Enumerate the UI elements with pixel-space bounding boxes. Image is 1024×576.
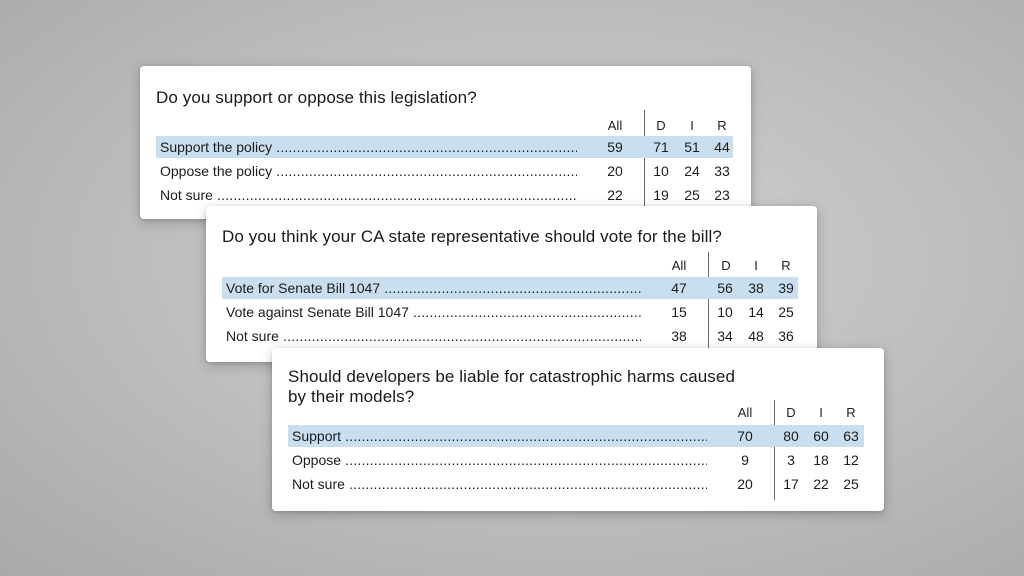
column-header-d: D [786,405,796,420]
value-i: 60 [813,428,829,444]
value-all: 20 [737,476,753,492]
table-row [222,301,798,323]
value-d: 56 [717,280,733,296]
poll-card-vote-for-bill [206,206,817,362]
table-row [288,473,864,495]
question-title: Do you support or oppose this legislation? [156,88,477,107]
row-label: Oppose ..... [292,452,707,468]
value-r: 36 [778,328,794,344]
row-label: Support ..... [292,428,707,444]
value-all: 59 [607,139,623,155]
column-header-all: All [671,258,687,273]
poll-card-support-legislation [140,66,751,219]
value-d: 10 [653,163,669,179]
table-row [156,184,733,206]
value-i: 14 [748,304,764,320]
value-i: 48 [748,328,764,344]
value-i: 38 [748,280,764,296]
column-header-d: D [656,118,666,133]
question-title: Should developers be liable for catastrophic harms caused by their models? [288,367,736,406]
value-r: 39 [778,280,794,296]
column-header-all: All [607,118,623,133]
column-header-r: R [846,405,856,420]
value-r: 33 [714,163,730,179]
value-r: 25 [778,304,794,320]
table-row [288,425,864,447]
column-header-i: I [754,258,758,273]
row-label: Vote against Senate Bill 1047 ..... [226,304,641,320]
column-header-r: R [717,118,727,133]
column-header-i: I [819,405,823,420]
value-r: 25 [843,476,859,492]
poll-card-developer-liability [272,348,884,511]
value-r: 12 [843,452,859,468]
value-all: 22 [607,187,623,203]
value-d: 80 [783,428,799,444]
row-label: Support the policy ..... [160,139,577,155]
value-all: 9 [741,452,749,468]
table-row [288,449,864,471]
value-all: 38 [671,328,687,344]
row-label: Vote for Senate Bill 1047 ..... [226,280,641,296]
value-d: 10 [717,304,733,320]
value-i: 24 [684,163,700,179]
row-label: Not sure ..... [160,187,577,203]
value-all: 15 [671,304,687,320]
value-r: 63 [843,428,859,444]
column-header-r: R [781,258,791,273]
value-r: 23 [714,187,730,203]
table-row [156,160,733,182]
column-header-d: D [721,258,731,273]
value-all: 47 [671,280,687,296]
column-header-all: All [737,405,753,420]
value-d: 71 [653,139,669,155]
value-all: 20 [607,163,623,179]
row-label: Not sure ..... [226,328,641,344]
value-d: 3 [787,452,795,468]
value-i: 51 [684,139,700,155]
row-label: Oppose the policy ..... [160,163,577,179]
value-i: 25 [684,187,700,203]
question-title: Do you think your CA state representative should vote for the bill? [222,227,722,246]
table-row [222,325,798,347]
row-label: Not sure ..... [292,476,707,492]
value-r: 44 [714,139,730,155]
column-header-i: I [690,118,694,133]
table-row [222,277,798,299]
value-all: 70 [737,428,753,444]
value-d: 19 [653,187,669,203]
value-d: 34 [717,328,733,344]
value-i: 22 [813,476,829,492]
value-i: 18 [813,452,829,468]
table-row [156,136,733,158]
value-d: 17 [783,476,799,492]
